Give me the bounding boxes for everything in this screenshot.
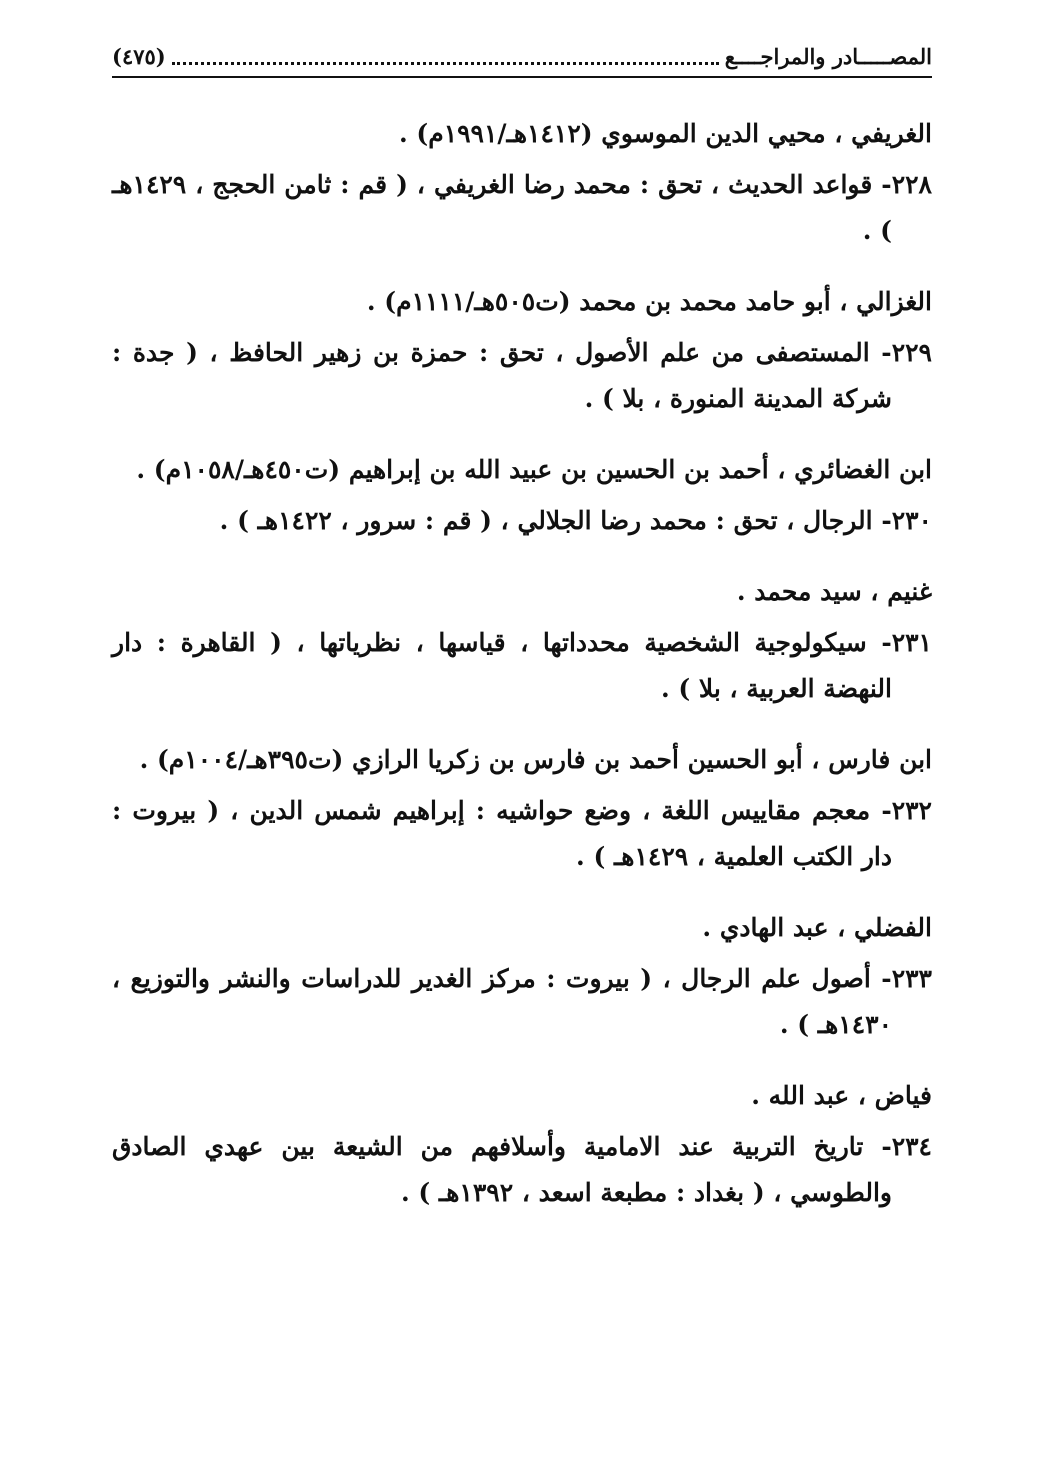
entry-author: غنيم ، سيد محمد . bbox=[736, 577, 932, 606]
entry-reference bbox=[112, 620, 932, 712]
entry-text: أصول علم الرجال ، ( بيروت : مركز الغدير للدراسات والنشر والتوزيع ، ١٤٣٠هـ ) . bbox=[112, 964, 892, 1039]
running-header bbox=[112, 36, 932, 72]
bibliography-entry bbox=[112, 1078, 932, 1216]
entry-text: معجم مقاييس اللغة ، وضع حواشيه : إبراهيم شمس الدين ، ( بيروت : دار الكتب العلمية ، ١٤٢٩هـ ) . bbox=[112, 796, 892, 871]
entry-number: ٢٣١- bbox=[881, 628, 932, 657]
entry-reference bbox=[112, 956, 932, 1048]
book-page bbox=[112, 36, 932, 1436]
entry-number: ٢٢٩- bbox=[881, 338, 932, 367]
bibliography-entry bbox=[112, 452, 932, 544]
entry-author: الفضلي ، عبد الهادي . bbox=[702, 913, 932, 942]
entry-author: الغريفي ، محيي الدين الموسوي (١٤١٢هـ/١٩٩١م) . bbox=[398, 119, 932, 148]
entry-number: ٢٢٨- bbox=[881, 170, 932, 199]
bibliography-entry bbox=[112, 116, 932, 254]
entry-text: تاريخ التربية عند الامامية وأسلافهم من الشيعة بين عهدي الصادق والطوسي ، ( بغداد : مطبعة اسعد ، ١٣٩٢هـ ) . bbox=[112, 1132, 892, 1207]
entry-number: ٢٣٤- bbox=[881, 1132, 932, 1161]
entry-text: سيكولوجية الشخصية محدداتها ، قياسها ، نظرياتها ، ( القاهرة : دار النهضة العربية ، بلا ) . bbox=[112, 628, 892, 703]
page-number: (٤٧٥) bbox=[112, 44, 166, 69]
entry-reference bbox=[112, 162, 932, 254]
bibliography-entry bbox=[112, 742, 932, 880]
bibliography-entry bbox=[112, 910, 932, 1048]
bibliography-list bbox=[112, 116, 932, 1216]
entry-number: ٢٣٢- bbox=[881, 796, 932, 825]
entry-text: المستصفى من علم الأصول ، تحق : حمزة بن زهير الحافظ ، ( جدة : شركة المدينة المنورة ، بلا ) . bbox=[112, 338, 892, 413]
bibliography-entry bbox=[112, 574, 932, 712]
entry-text: قواعد الحديث ، تحق : محمد رضا الغريفي ، ( قم : ثامن الحجج ، ١٤٢٩هـ ) . bbox=[112, 170, 892, 245]
entry-author: فياض ، عبد الله . bbox=[751, 1081, 932, 1110]
entry-reference bbox=[112, 788, 932, 880]
entry-reference bbox=[112, 330, 932, 422]
entry-author: الغزالي ، أبو حامد محمد بن محمد (ت٥٠٥هـ/١١١١م) . bbox=[366, 287, 932, 316]
dot-leader bbox=[172, 62, 719, 65]
header-rule bbox=[112, 76, 932, 78]
entry-author: ابن الغضائري ، أحمد بن الحسين بن عبيد الله بن إبراهيم (ت٤٥٠هـ/١٠٥٨م) . bbox=[136, 455, 932, 484]
bibliography-entry bbox=[112, 284, 932, 422]
entry-reference bbox=[112, 498, 932, 544]
entry-number: ٢٣٣- bbox=[881, 964, 932, 993]
section-title: المصـــــادر والمراجــــع bbox=[724, 44, 932, 69]
entry-reference bbox=[112, 1124, 932, 1216]
entry-text: الرجال ، تحق : محمد رضا الجلالي ، ( قم : سرور ، ١٤٢٢هـ ) . bbox=[219, 506, 873, 535]
entry-number: ٢٣٠- bbox=[881, 506, 932, 535]
entry-author: ابن فارس ، أبو الحسين أحمد بن فارس بن زكريا الرازي (ت٣٩٥هـ/١٠٠٤م) . bbox=[139, 745, 932, 774]
